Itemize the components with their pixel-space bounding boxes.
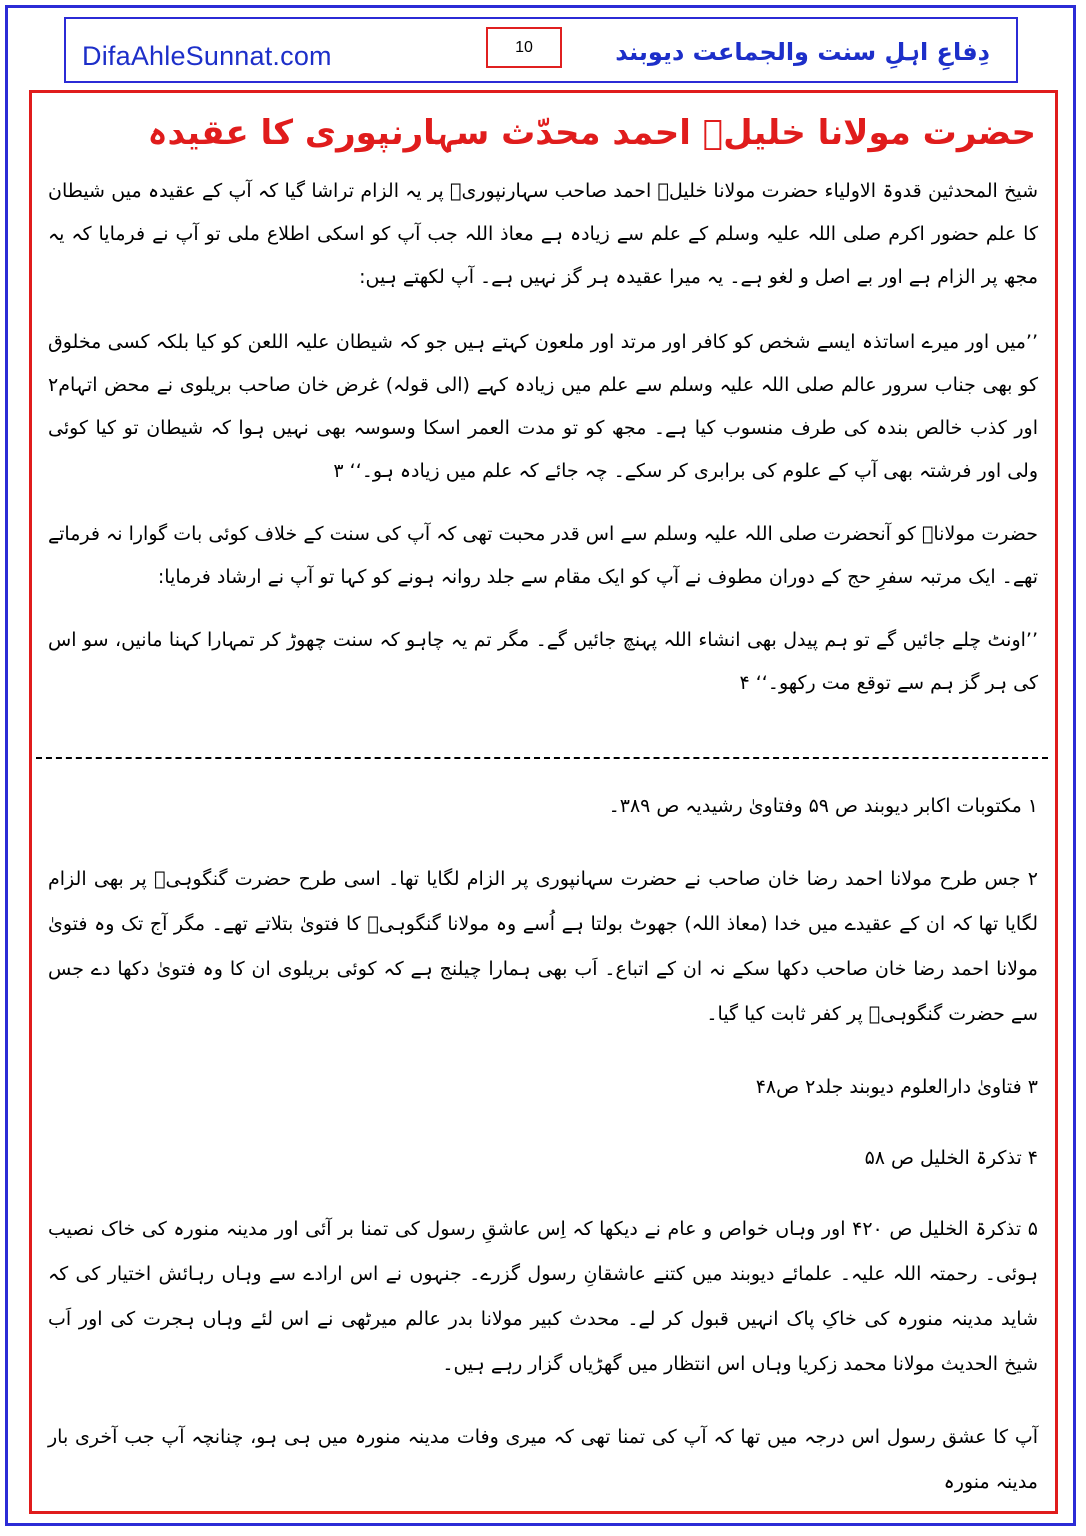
- footnote-4: ۴ تذکرۃ الخلیل ص ۵۸: [864, 1147, 1038, 1169]
- footnote-3: ۳ فتاویٰ دارالعلوم دیوبند جلد۲ ص۴۸: [755, 1076, 1038, 1098]
- footnote-5: ۵ تذکرۃ الخلیل ص ۴۲۰ اور وہاں خواص و عام نے دیکھا کہ اِس عاشقِ رسول کی تمنا بر آئی اور مدینہ منورہ کی خاک نصیب ہوئی۔ رحمتہ اللہ علیہ۔ علمائے دیوبند میں کتنے عاشقانِ رسول گزرے۔ جنہوں نے اس ارادے سے وہاں رہائش اختیار کی کہ شاید مدینہ منورہ کی خاکِ پاک انہیں قبول کر لے۔ محدث کبیر مولانا بدر عالم میرٹھی نے اس لئے وہاں ہجرت کی اور اَب شیخ الحدیث مولانا محمد زکریا وہاں اس انتظار میں گھڑیاں گزار رہے ہیں۔: [48, 1218, 1039, 1375]
- paragraph-intro: شیخ المحدثین قدوۃ الاولیاء حضرت مولانا خلیلؒ احمد صاحب سہارنپوریؒ پر یہ الزام تراشا گیا کہ آپ کے عقیدہ میں شیطان کا علم حضور اکرم صلی اللہ علیہ وسلم کے علم سے زیادہ ہے معاذ اللہ جب آپ کو اسکی اطلاع ملی تو آپ نے فرمایا کہ یہ مجھ پر الزام ہے اور بے اصل و لغو ہے۔ یہ میرا عقیدہ ہر گز نہیں ہے۔ آپ لکھتے ہیں:: [48, 180, 1038, 288]
- article-title: حضرت مولانا خلیلؒ احمد محدّث سہارنپوری کا عقیدہ: [147, 113, 1036, 153]
- paragraph-quote-1: ’’میں اور میرے اساتذہ ایسے شخص کو کافر اور مرتد اور ملعون کہتے ہیں جو کہ شیطان علیہ اللعن کو کیا بلکہ کسی مخلوق کو بھی جناب سرور عالم صلی اللہ علیہ وسلم سے علم میں زیادہ کہے (الی قولہ) غرض خان صاحب بریلوی نے محض اتہام۲ اور کذب خالص بندہ کی طرف منسوب کیا ہے۔ مجھ کو تو مدت العمر اسکا وسوسہ بھی نہیں ہوا کہ شیطان تو کیا کوئی ولی اور فرشتہ بھی آپ کے علوم کی برابری کر سکے۔ چہ جائے کہ علم میں زیادہ ہو۔‘‘ ۳: [48, 331, 1038, 482]
- footnote-separator: [36, 757, 1048, 759]
- site-name: DifaAhleSunnat.com: [82, 41, 332, 71]
- paragraph-love-sunnah: حضرت مولاناؒ کو آنحضرت صلی اللہ علیہ وسلم سے اس قدر محبت تھی کہ آپ کی سنت کے خلاف کوئی بات گوارا نہ فرماتے تھے۔ ایک مرتبہ سفرِ حج کے دوران مطوف نے آپ کو ایک مقام سے جلد روانہ ہونے کو کہا تو آپ نے ارشاد فرمایا:: [48, 523, 1038, 588]
- page-number: 10: [486, 27, 562, 68]
- header-title: دِفاعِ اہلِ سنت والجماعت دیوبند: [615, 38, 990, 66]
- footnote-1: ۱ مکتوبات اکابر دیوبند ص ۵۹ وفتاویٰ رشیدیہ ص ۳۸۹۔: [608, 795, 1038, 817]
- footnote-2: ۲ جس طرح مولانا احمد رضا خان صاحب نے حضرت سہانپوری پر الزام لگایا تھا۔ اسی طرح حضرت گنگوہیؒ پر بھی الزام لگایا تھا کہ ان کے عقیدے میں خدا (معاذ اللہ) جھوٹ بولتا ہے اُسے وہ مولانا گنگوہیؒ کا فتویٰ بتلاتے تھے۔ مگر آج تک وہ فتویٰ مولانا احمد رضا خان صاحب دکھا سکے نہ ان کے اتباع۔ اَب بھی ہمارا چیلنج ہے کہ کوئی بریلوی ان کا وہ فتویٰ دکھا دے جس سے حضرت گنگوہیؒ پر کفر ثابت کیا گیا۔: [48, 868, 1038, 1025]
- paragraph-quote-2: ’’اونٹ چلے جائیں گے تو ہم پیدل بھی انشاء اللہ پہنچ جائیں گے۔ مگر تم یہ چاہو کہ سنت چھوڑ کر تمہارا کہنا مانیں، سو اس کی ہر گز ہم سے توقع مت رکھو۔‘‘ ۴: [48, 629, 1038, 694]
- continuation-paragraph: آپ کا عشق رسول اس درجہ میں تھا کہ آپ کی تمنا تھی کہ میری وفات مدینہ منورہ میں ہی ہو، چنانچہ آپ جب آخری بار مدینہ منورہ: [48, 1426, 1038, 1493]
- footnotes-section: [44, 784, 1042, 1533]
